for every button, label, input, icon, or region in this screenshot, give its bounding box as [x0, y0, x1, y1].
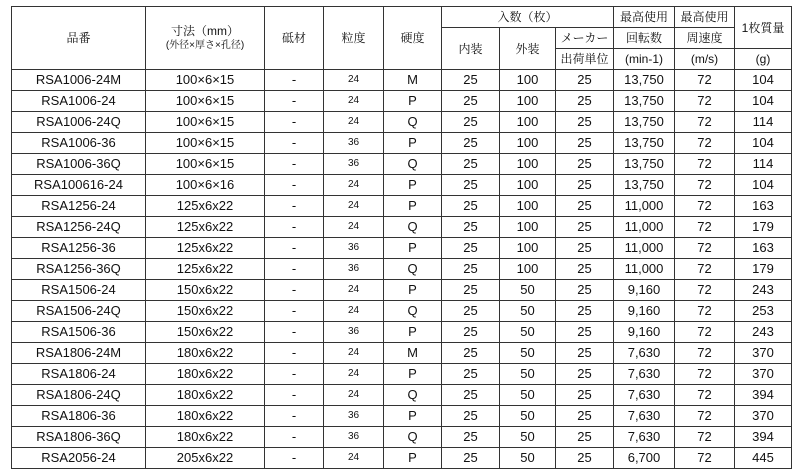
table-row — [12, 217, 792, 238]
cell-maker-unit: 25 — [556, 259, 614, 280]
table-row — [12, 91, 792, 112]
cell-hardness: Q — [384, 259, 442, 280]
cell-maker-unit: 25 — [556, 343, 614, 364]
table-row — [12, 385, 792, 406]
cell-weight: 179 — [735, 217, 792, 238]
cell-abrasive: - — [265, 112, 324, 133]
table-row — [12, 427, 792, 448]
cell-grit: 24 — [324, 280, 384, 301]
cell-hardness: P — [384, 322, 442, 343]
cell-weight: 445 — [735, 448, 792, 469]
header-max-rpm-line2: 回転数 — [614, 28, 675, 49]
cell-hardness: P — [384, 448, 442, 469]
table-row — [12, 154, 792, 175]
cell-weight: 104 — [735, 91, 792, 112]
cell-max-rpm: 13,750 — [614, 70, 675, 91]
cell-inner-pack: 25 — [442, 259, 500, 280]
cell-hardness: Q — [384, 154, 442, 175]
cell-max-rpm: 11,000 — [614, 259, 675, 280]
cell-hardness: P — [384, 91, 442, 112]
cell-inner-pack: 25 — [442, 238, 500, 259]
cell-outer-pack: 100 — [500, 70, 556, 91]
cell-maker-unit: 25 — [556, 196, 614, 217]
cell-outer-pack: 50 — [500, 406, 556, 427]
cell-grit: 24 — [324, 91, 384, 112]
cell-outer-pack: 50 — [500, 427, 556, 448]
cell-inner-pack: 25 — [442, 322, 500, 343]
cell-inner-pack: 25 — [442, 280, 500, 301]
cell-grit: 24 — [324, 364, 384, 385]
cell-dimensions: 125x6x22 — [146, 217, 265, 238]
header-maker-unit-line1: メーカー — [556, 28, 614, 49]
table-body — [12, 70, 792, 469]
cell-abrasive: - — [265, 238, 324, 259]
cell-part-no: RSA1006-24 — [12, 91, 146, 112]
cell-weight: 243 — [735, 322, 792, 343]
cell-weight: 253 — [735, 301, 792, 322]
cell-maker-unit: 25 — [556, 385, 614, 406]
cell-abrasive: - — [265, 406, 324, 427]
cell-outer-pack: 50 — [500, 322, 556, 343]
cell-max-rpm: 9,160 — [614, 301, 675, 322]
cell-inner-pack: 25 — [442, 154, 500, 175]
header-dimensions-sub: (外径×厚さ×孔径) — [165, 40, 245, 51]
cell-max-speed: 72 — [675, 238, 735, 259]
cell-hardness: P — [384, 196, 442, 217]
table-row — [12, 364, 792, 385]
header-dimensions-label: 寸法（mm） — [171, 24, 239, 38]
cell-grit: 24 — [324, 196, 384, 217]
cell-dimensions: 180x6x22 — [146, 427, 265, 448]
cell-max-speed: 72 — [675, 259, 735, 280]
cell-maker-unit: 25 — [556, 301, 614, 322]
cell-inner-pack: 25 — [442, 217, 500, 238]
cell-part-no: RSA1256-36 — [12, 238, 146, 259]
cell-abrasive: - — [265, 322, 324, 343]
cell-inner-pack: 25 — [442, 70, 500, 91]
cell-weight: 114 — [735, 154, 792, 175]
cell-part-no: RSA1506-24 — [12, 280, 146, 301]
cell-grit: 36 — [324, 238, 384, 259]
table-row — [12, 343, 792, 364]
header-max-speed-line2: 周速度 — [675, 28, 735, 49]
table-row — [12, 322, 792, 343]
cell-inner-pack: 25 — [442, 448, 500, 469]
cell-part-no: RSA1806-24 — [12, 364, 146, 385]
cell-grit: 36 — [324, 133, 384, 154]
cell-inner-pack: 25 — [442, 175, 500, 196]
cell-outer-pack: 50 — [500, 364, 556, 385]
cell-outer-pack: 100 — [500, 196, 556, 217]
cell-max-rpm: 9,160 — [614, 280, 675, 301]
cell-part-no: RSA1506-24Q — [12, 301, 146, 322]
cell-maker-unit: 25 — [556, 448, 614, 469]
header-abrasive: 砥材 — [265, 7, 324, 70]
cell-dimensions: 100×6×15 — [146, 112, 265, 133]
header-max-speed-line1: 最高使用 — [675, 7, 735, 28]
cell-grit: 36 — [324, 322, 384, 343]
cell-weight: 163 — [735, 238, 792, 259]
cell-grit: 24 — [324, 343, 384, 364]
cell-abrasive: - — [265, 154, 324, 175]
cell-part-no: RSA1006-24M — [12, 70, 146, 91]
cell-part-no: RSA2056-24 — [12, 448, 146, 469]
spec-table-container — [11, 6, 792, 469]
cell-max-rpm: 6,700 — [614, 448, 675, 469]
cell-max-speed: 72 — [675, 217, 735, 238]
cell-abrasive: - — [265, 259, 324, 280]
cell-dimensions: 150x6x22 — [146, 280, 265, 301]
cell-weight: 163 — [735, 196, 792, 217]
cell-outer-pack: 100 — [500, 259, 556, 280]
table-header — [12, 7, 792, 70]
cell-maker-unit: 25 — [556, 133, 614, 154]
cell-max-speed: 72 — [675, 196, 735, 217]
cell-abrasive: - — [265, 91, 324, 112]
cell-outer-pack: 100 — [500, 112, 556, 133]
cell-dimensions: 180x6x22 — [146, 364, 265, 385]
cell-maker-unit: 25 — [556, 70, 614, 91]
spec-table — [11, 6, 792, 469]
header-inner-pack: 内装 — [442, 28, 500, 70]
table-row — [12, 259, 792, 280]
cell-grit: 36 — [324, 259, 384, 280]
cell-weight: 104 — [735, 70, 792, 91]
header-max-speed-line3: (m/s) — [675, 49, 735, 70]
cell-dimensions: 180x6x22 — [146, 406, 265, 427]
cell-maker-unit: 25 — [556, 112, 614, 133]
cell-max-speed: 72 — [675, 175, 735, 196]
cell-max-speed: 72 — [675, 154, 735, 175]
cell-dimensions: 180x6x22 — [146, 343, 265, 364]
cell-max-rpm: 7,630 — [614, 427, 675, 448]
cell-max-rpm: 9,160 — [614, 322, 675, 343]
cell-inner-pack: 25 — [442, 406, 500, 427]
cell-maker-unit: 25 — [556, 217, 614, 238]
table-row — [12, 196, 792, 217]
cell-max-rpm: 11,000 — [614, 238, 675, 259]
cell-inner-pack: 25 — [442, 91, 500, 112]
cell-max-rpm: 7,630 — [614, 364, 675, 385]
cell-max-speed: 72 — [675, 427, 735, 448]
cell-dimensions: 150x6x22 — [146, 322, 265, 343]
cell-part-no: RSA1006-24Q — [12, 112, 146, 133]
cell-inner-pack: 25 — [442, 301, 500, 322]
cell-dimensions: 100×6×15 — [146, 154, 265, 175]
cell-hardness: P — [384, 406, 442, 427]
cell-part-no: RSA1806-36Q — [12, 427, 146, 448]
cell-part-no: RSA1006-36 — [12, 133, 146, 154]
table-row — [12, 301, 792, 322]
cell-part-no: RSA1256-24Q — [12, 217, 146, 238]
table-row — [12, 112, 792, 133]
cell-max-rpm: 13,750 — [614, 112, 675, 133]
cell-grit: 24 — [324, 175, 384, 196]
cell-inner-pack: 25 — [442, 196, 500, 217]
header-part-no: 品番 — [12, 7, 146, 70]
cell-weight: 370 — [735, 406, 792, 427]
cell-maker-unit: 25 — [556, 91, 614, 112]
cell-abrasive: - — [265, 301, 324, 322]
cell-grit: 36 — [324, 154, 384, 175]
cell-dimensions: 125x6x22 — [146, 259, 265, 280]
cell-max-speed: 72 — [675, 343, 735, 364]
cell-hardness: P — [384, 280, 442, 301]
cell-outer-pack: 100 — [500, 238, 556, 259]
cell-part-no: RSA1256-24 — [12, 196, 146, 217]
cell-weight: 243 — [735, 280, 792, 301]
cell-weight: 370 — [735, 364, 792, 385]
header-outer-pack: 外装 — [500, 28, 556, 70]
cell-part-no: RSA1806-24M — [12, 343, 146, 364]
cell-part-no: RSA1806-36 — [12, 406, 146, 427]
cell-max-rpm: 7,630 — [614, 343, 675, 364]
cell-part-no: RSA1256-36Q — [12, 259, 146, 280]
header-grit: 粒度 — [324, 7, 384, 70]
cell-max-rpm: 13,750 — [614, 91, 675, 112]
cell-inner-pack: 25 — [442, 427, 500, 448]
cell-outer-pack: 50 — [500, 385, 556, 406]
cell-outer-pack: 100 — [500, 91, 556, 112]
cell-outer-pack: 100 — [500, 133, 556, 154]
cell-max-speed: 72 — [675, 70, 735, 91]
cell-hardness: Q — [384, 112, 442, 133]
cell-dimensions: 150x6x22 — [146, 301, 265, 322]
cell-max-rpm: 11,000 — [614, 217, 675, 238]
cell-dimensions: 125x6x22 — [146, 196, 265, 217]
cell-dimensions: 100×6×16 — [146, 175, 265, 196]
cell-part-no: RSA1506-36 — [12, 322, 146, 343]
cell-weight: 394 — [735, 385, 792, 406]
cell-hardness: P — [384, 133, 442, 154]
cell-dimensions: 125x6x22 — [146, 238, 265, 259]
cell-dimensions: 100×6×15 — [146, 133, 265, 154]
header-maker-unit-line2: 出荷単位 — [556, 49, 614, 70]
cell-grit: 24 — [324, 70, 384, 91]
cell-outer-pack: 50 — [500, 448, 556, 469]
cell-maker-unit: 25 — [556, 364, 614, 385]
cell-maker-unit: 25 — [556, 322, 614, 343]
cell-outer-pack: 50 — [500, 343, 556, 364]
cell-abrasive: - — [265, 343, 324, 364]
cell-max-speed: 72 — [675, 448, 735, 469]
cell-grit: 24 — [324, 217, 384, 238]
cell-outer-pack: 100 — [500, 217, 556, 238]
cell-weight: 370 — [735, 343, 792, 364]
cell-weight: 104 — [735, 133, 792, 154]
cell-dimensions: 205x6x22 — [146, 448, 265, 469]
cell-maker-unit: 25 — [556, 154, 614, 175]
header-max-rpm-line3: (min-1) — [614, 49, 675, 70]
cell-grit: 36 — [324, 406, 384, 427]
cell-hardness: Q — [384, 385, 442, 406]
cell-abrasive: - — [265, 217, 324, 238]
cell-maker-unit: 25 — [556, 175, 614, 196]
cell-max-speed: 72 — [675, 112, 735, 133]
cell-grit: 24 — [324, 112, 384, 133]
cell-abrasive: - — [265, 133, 324, 154]
table-row — [12, 133, 792, 154]
table-row — [12, 175, 792, 196]
cell-max-speed: 72 — [675, 91, 735, 112]
cell-abrasive: - — [265, 280, 324, 301]
table-row — [12, 448, 792, 469]
table-row — [12, 406, 792, 427]
cell-maker-unit: 25 — [556, 406, 614, 427]
cell-hardness: Q — [384, 301, 442, 322]
header-hardness: 硬度 — [384, 7, 442, 70]
cell-hardness: P — [384, 364, 442, 385]
cell-inner-pack: 25 — [442, 385, 500, 406]
cell-hardness: M — [384, 70, 442, 91]
cell-weight: 179 — [735, 259, 792, 280]
header-weight-line1: 1枚質量 — [735, 7, 792, 49]
cell-max-speed: 72 — [675, 322, 735, 343]
cell-outer-pack: 50 — [500, 301, 556, 322]
cell-abrasive: - — [265, 448, 324, 469]
table-row — [12, 238, 792, 259]
cell-inner-pack: 25 — [442, 343, 500, 364]
cell-max-rpm: 11,000 — [614, 196, 675, 217]
cell-hardness: Q — [384, 217, 442, 238]
cell-hardness: Q — [384, 427, 442, 448]
cell-inner-pack: 25 — [442, 133, 500, 154]
cell-weight: 104 — [735, 175, 792, 196]
cell-part-no: RSA1006-36Q — [12, 154, 146, 175]
cell-max-rpm: 7,630 — [614, 385, 675, 406]
cell-grit: 36 — [324, 427, 384, 448]
cell-part-no: RSA100616-24 — [12, 175, 146, 196]
cell-max-speed: 72 — [675, 406, 735, 427]
cell-weight: 114 — [735, 112, 792, 133]
header-weight-line2: (g) — [735, 49, 792, 70]
cell-abrasive: - — [265, 70, 324, 91]
cell-hardness: P — [384, 175, 442, 196]
cell-weight: 394 — [735, 427, 792, 448]
cell-max-speed: 72 — [675, 385, 735, 406]
cell-hardness: P — [384, 238, 442, 259]
cell-dimensions: 100×6×15 — [146, 70, 265, 91]
table-row — [12, 280, 792, 301]
cell-grit: 24 — [324, 385, 384, 406]
cell-abrasive: - — [265, 175, 324, 196]
cell-maker-unit: 25 — [556, 427, 614, 448]
table-row — [12, 70, 792, 91]
cell-abrasive: - — [265, 385, 324, 406]
cell-grit: 24 — [324, 448, 384, 469]
cell-max-rpm: 13,750 — [614, 133, 675, 154]
cell-outer-pack: 100 — [500, 175, 556, 196]
cell-inner-pack: 25 — [442, 112, 500, 133]
cell-abrasive: - — [265, 427, 324, 448]
header-max-rpm-line1: 最高使用 — [614, 7, 675, 28]
cell-part-no: RSA1806-24Q — [12, 385, 146, 406]
cell-abrasive: - — [265, 196, 324, 217]
cell-maker-unit: 25 — [556, 280, 614, 301]
cell-maker-unit: 25 — [556, 238, 614, 259]
cell-dimensions: 100×6×15 — [146, 91, 265, 112]
cell-max-speed: 72 — [675, 280, 735, 301]
cell-outer-pack: 50 — [500, 280, 556, 301]
header-dimensions — [146, 7, 265, 70]
cell-dimensions: 180x6x22 — [146, 385, 265, 406]
cell-abrasive: - — [265, 364, 324, 385]
cell-max-speed: 72 — [675, 301, 735, 322]
header-quantity: 入数（枚） — [442, 7, 614, 28]
cell-hardness: M — [384, 343, 442, 364]
cell-inner-pack: 25 — [442, 364, 500, 385]
cell-grit: 24 — [324, 301, 384, 322]
cell-outer-pack: 100 — [500, 154, 556, 175]
cell-max-rpm: 13,750 — [614, 175, 675, 196]
cell-max-speed: 72 — [675, 364, 735, 385]
cell-max-speed: 72 — [675, 133, 735, 154]
cell-max-rpm: 13,750 — [614, 154, 675, 175]
cell-max-rpm: 7,630 — [614, 406, 675, 427]
